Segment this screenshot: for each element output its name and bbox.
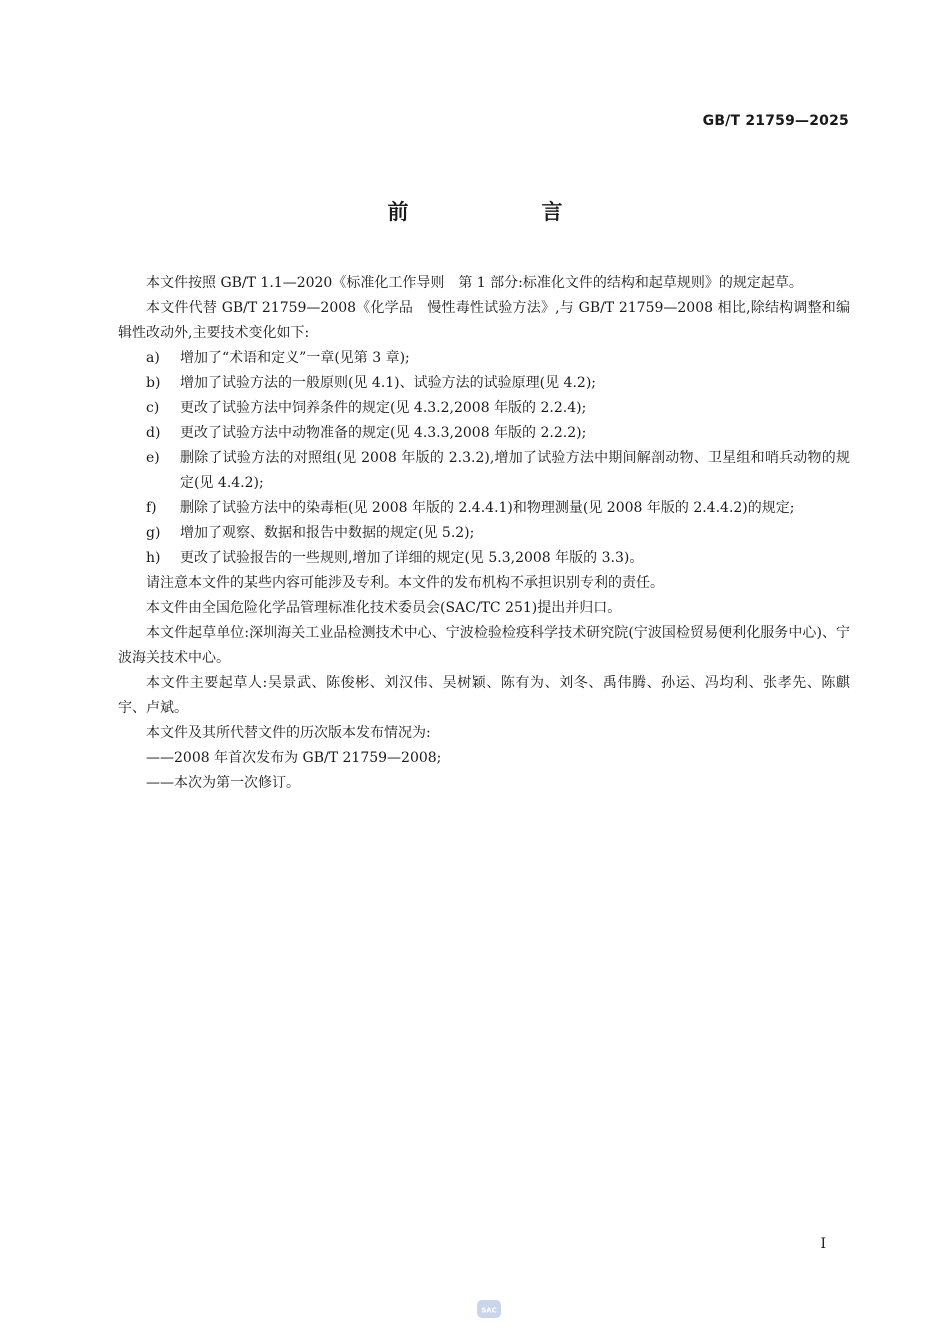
list-item-text: 更改了试验报告的一些规则,增加了详细的规定(见 5.3,2008 年版的 3.3)。 [180, 550, 644, 566]
list-item [118, 371, 850, 396]
standard-code: GB/T 21759—2025 [702, 113, 849, 129]
list-marker: a) [146, 350, 160, 366]
page-title: 前 言 [387, 200, 619, 224]
list-marker: b) [146, 375, 161, 391]
list-item [118, 496, 850, 521]
list-item-text: 更改了试验方法中动物准备的规定(见 4.3.3,2008 年版的 2.2.2); [180, 425, 587, 441]
history-item: ——2008 年首次发布为 GB/T 21759—2008; [146, 750, 442, 766]
list-marker: h) [146, 550, 161, 566]
list-item-text: 增加了观察、数据和报告中数据的规定(见 5.2); [180, 525, 475, 541]
list-item [118, 396, 850, 421]
list-marker: f) [146, 500, 157, 516]
list-marker: d) [146, 425, 161, 441]
list-marker: g) [146, 525, 161, 541]
history-item: ——本次为第一次修订。 [146, 775, 300, 791]
foreword-body [118, 271, 850, 796]
paragraph-drafting-units: 本文件起草单位:深圳海关工业品检测技术中心、宁波检验检疫科学技术研究院(宁波国检贸易便利化服务中心)、宁波海关技术中心。 [118, 625, 850, 666]
sac-logo-text: SAC [481, 1306, 497, 1315]
list-item [118, 521, 850, 546]
paragraph-committee: 本文件由全国危险化学品管理标准化技术委员会(SAC/TC 251)提出并归口。 [146, 600, 622, 616]
list-marker: c) [146, 400, 160, 416]
list-item-text: 删除了试验方法的对照组(见 2008 年版的 2.3.2),增加了试验方法中期间解剖动物、卫星组和哨兵动物的规定(见 4.4.2); [180, 450, 850, 491]
list-marker: e) [146, 450, 160, 466]
list-item-text: 增加了试验方法的一般原则(见 4.1)、试验方法的试验原理(见 4.2); [180, 375, 596, 391]
paragraph-drafters: 本文件主要起草人:吴景武、陈俊彬、刘汉伟、吴树颖、陈有为、刘冬、禹伟腾、孙运、冯均利、张孝先、陈麒宇、卢斌。 [118, 675, 850, 716]
list-item-text: 删除了试验方法中的染毒柜(见 2008 年版的 2.4.4.1)和物理测量(见 2008 年版的 2.4.4.2)的规定; [180, 500, 795, 516]
paragraph-drafting-rules: 本文件按照 GB/T 1.1—2020《标准化工作导则 第 1 部分:标准化文件的结构和起草规则》的规定起草。 [146, 275, 803, 291]
list-item [118, 446, 850, 496]
page-number: I [820, 1236, 826, 1252]
list-item-text: 更改了试验方法中饲养条件的规定(见 4.3.2,2008 年版的 2.2.4); [180, 400, 587, 416]
sac-logo-icon [476, 1299, 502, 1319]
list-item [118, 346, 850, 371]
changes-list [118, 346, 850, 571]
list-item [118, 421, 850, 446]
paragraph-replacement: 本文件代替 GB/T 21759—2008《化学品 慢性毒性试验方法》,与 GB/T 21759—2008 相比,除结构调整和编辑性改动外,主要技术变化如下: [118, 300, 850, 341]
paragraph-history-intro: 本文件及其所代替文件的历次版本发布情况为: [146, 725, 431, 741]
list-item-text: 增加了“术语和定义”一章(见第 3 章); [180, 350, 410, 366]
paragraph-patent-notice: 请注意本文件的某些内容可能涉及专利。本文件的发布机构不承担识别专利的责任。 [146, 575, 664, 591]
list-item [118, 546, 850, 571]
